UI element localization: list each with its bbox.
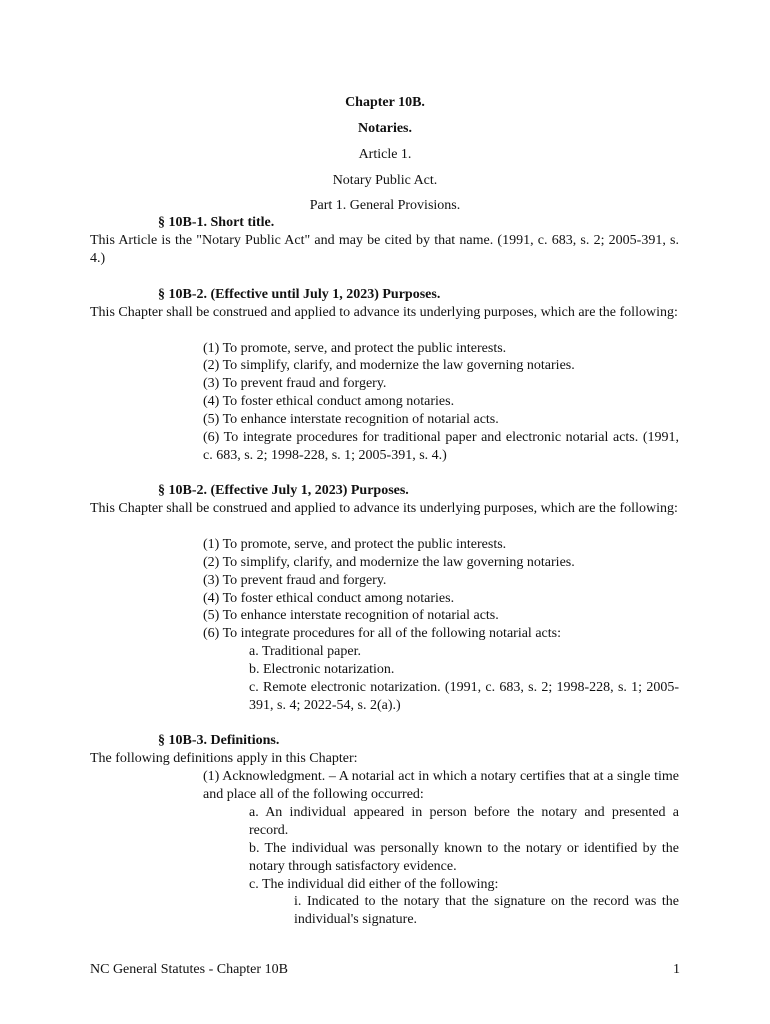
sub-list-item: c. The individual did either of the following:	[249, 877, 499, 892]
list-item: (6) To integrate procedures for traditional paper and electronic notarial acts. (1991, c. 683, s. 2; 1998-228, s. 1; 2005-391, s. 4.)	[203, 430, 679, 463]
chapter-title: Chapter 10B.	[345, 95, 425, 110]
section-text-10b-1: This Article is the "Notary Public Act" and may be cited by that name. (1991, c. 683, s. 2; 2005-391, s. 4.)	[90, 233, 679, 266]
section-heading-10b-1: § 10B-1. Short title.	[158, 215, 275, 230]
section-heading-10b-2-effective: § 10B-2. (Effective July 1, 2023) Purposes.	[158, 483, 409, 498]
section-intro-10b-2-effective: This Chapter shall be construed and applied to advance its underlying purposes, which are the following:	[90, 501, 678, 516]
page-number: 1	[673, 962, 680, 977]
footer-title: NC General Statutes - Chapter 10B	[90, 962, 288, 977]
list-item: (1) To promote, serve, and protect the public interests.	[203, 537, 507, 552]
section-heading-10b-3: § 10B-3. Definitions.	[158, 733, 280, 748]
sub-sub-list-item: i. Indicated to the notary that the signature on the record was the individual's signature.	[294, 894, 679, 927]
sub-list-item: a. An individual appeared in person before the notary and presented a record.	[249, 805, 679, 838]
list-item: (3) To prevent fraud and forgery.	[203, 573, 387, 588]
sub-list-item: b. The individual was personally known to the notary or identified by the notary through satisfactory evidence.	[249, 841, 679, 874]
list-item: (5) To enhance interstate recognition of notarial acts.	[203, 608, 499, 623]
list-item: (3) To prevent fraud and forgery.	[203, 376, 387, 391]
list-item: (4) To foster ethical conduct among notaries.	[203, 394, 455, 409]
section-heading-10b-2-until: § 10B-2. (Effective until July 1, 2023) Purposes.	[158, 287, 441, 302]
act-title: Notary Public Act.	[332, 173, 438, 188]
sub-list-item: c. Remote electronic notarization. (1991, c. 683, s. 2; 1998-228, s. 1; 2005-391, s. 4; 2022-54, s. 2(a).)	[249, 680, 679, 713]
sub-list-item: b. Electronic notarization.	[249, 662, 395, 677]
list-item: (2) To simplify, clarify, and modernize the law governing notaries.	[203, 555, 575, 570]
list-item: (2) To simplify, clarify, and modernize the law governing notaries.	[203, 358, 575, 373]
list-item: (6) To integrate procedures for all of the following notarial acts:	[203, 626, 561, 641]
article-title: Article 1.	[358, 147, 412, 162]
list-item: (1) To promote, serve, and protect the public interests.	[203, 341, 507, 356]
definition-acknowledgment: (1) Acknowledgment. – A notarial act in which a notary certifies that at a single time and place all of the following occurred:	[203, 769, 679, 802]
sub-list-item: a. Traditional paper.	[249, 644, 361, 659]
part-title: Part 1. General Provisions.	[309, 198, 461, 213]
chapter-name: Notaries.	[357, 121, 413, 136]
section-intro-10b-3: The following definitions apply in this Chapter:	[90, 751, 358, 766]
list-item: (5) To enhance interstate recognition of notarial acts.	[203, 412, 499, 427]
section-intro-10b-2-until: This Chapter shall be construed and applied to advance its underlying purposes, which are the following:	[90, 305, 678, 320]
list-item: (4) To foster ethical conduct among notaries.	[203, 591, 455, 606]
